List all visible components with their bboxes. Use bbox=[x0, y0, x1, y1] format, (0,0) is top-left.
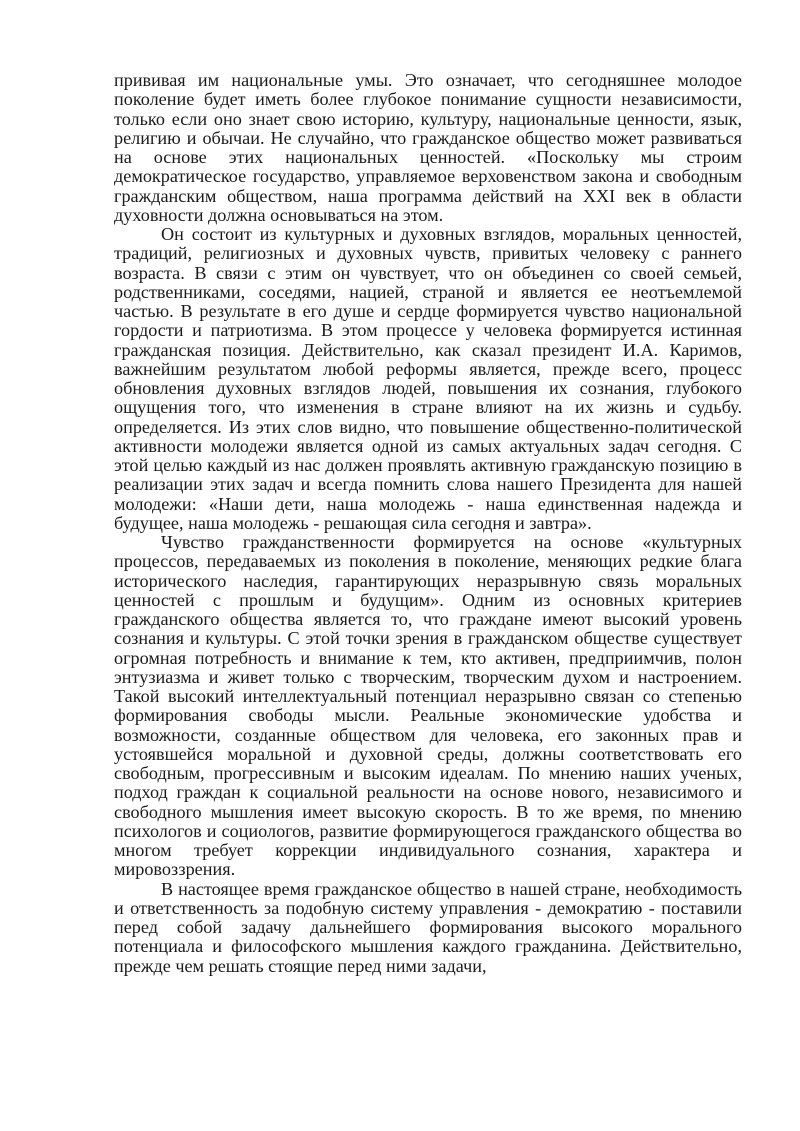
paragraph-3: Чувство гражданственности формируется на основе «культурных процессов, передаваемых из поколения в поколение, меняющих редкие блага исторического наследия, гарантирующих неразрывную связь моральных ценностей с прошлым и будущим». Одним из основных критериев гражданского общества является то, что граждане имеют высокий уровень сознания и культуры. С этой точки зрения в гражданском обществе существует огромная потребность и внимание к тем, кто активен, предприимчив, полон энтузиазма и живет только с творческим, творческим духом и настроением. Такой высокий интеллектуальный потенциал неразрывно связан со степенью формирования свободы мысли. Реальные экономические удобства и возможности, созданные обществом для человека, его законных прав и устоявшейся моральной и духовной среды, должны соответствовать его свободным, прогрессивным и высоким идеалам. По мнению наших ученых, подход граждан к социальной реальности на основе нового, независимого и свободного мышления имеет высокую скорость. В то же время, по мнению психологов и социологов, развитие формирующегося гражданского общества во многом требует коррекции индивидуального сознания, характера и мировоззрения. bbox=[114, 532, 742, 880]
paragraph-2: Он состоит из культурных и духовных взглядов, моральных ценностей, традиций, религиозных и духовных чувств, привитых человеку с раннего возраста. В связи с этим он чувствует, что он объединен со своей семьей, родственниками, соседями, нацией, страной и является ее неотъемлемой частью. В результате в его душе и сердце формируется чувство национальной гордости и патриотизма. В этом процессе у человека формируется истинная гражданская позиция. Действительно, как сказал президент И.А. Каримов, важнейшим результатом любой реформы является, прежде всего, процесс обновления духовных взглядов людей, повышения их сознания, глубокого ощущения того, что изменения в стране влияют на их жизнь и судьбу. определяется. Из этих слов видно, что повышение общественно-политической активности молодежи является одной из самых актуальных задач сегодня. С этой целью каждый из нас должен проявлять активную гражданскую позицию в реализации этих задач и всегда помнить слова нашего Президента для нашей молодежи: «Наши дети, наша молодежь - наша единственная надежда и будущее, наша молодежь - решающая сила сегодня и завтра». bbox=[114, 224, 742, 533]
document-page bbox=[114, 71, 742, 976]
paragraph-1: прививая им национальные умы. Это означает, что сегодняшнее молодое поколение будет иметь более глубокое понимание сущности независимости, только если оно знает свою историю, культуру, национальные ценности, язык, религию и обычаи. Не случайно, что гражданское общество может развиваться на основе этих национальных ценностей. «Поскольку мы строим демократическое государство, управляемое верховенством закона и свободным гражданским обществом, наша программа действий на XXI век в области духовности должна основываться на этом. bbox=[114, 70, 742, 225]
paragraph-4: В настоящее время гражданское общество в нашей стране, необходимость и ответственность за подобную систему управления - демократию - поставили перед собой задачу дальнейшего формирования высокого морального потенциала и философского мышления каждого гражданина. Действительно, прежде чем решать стоящие перед ними задачи, bbox=[114, 878, 742, 976]
